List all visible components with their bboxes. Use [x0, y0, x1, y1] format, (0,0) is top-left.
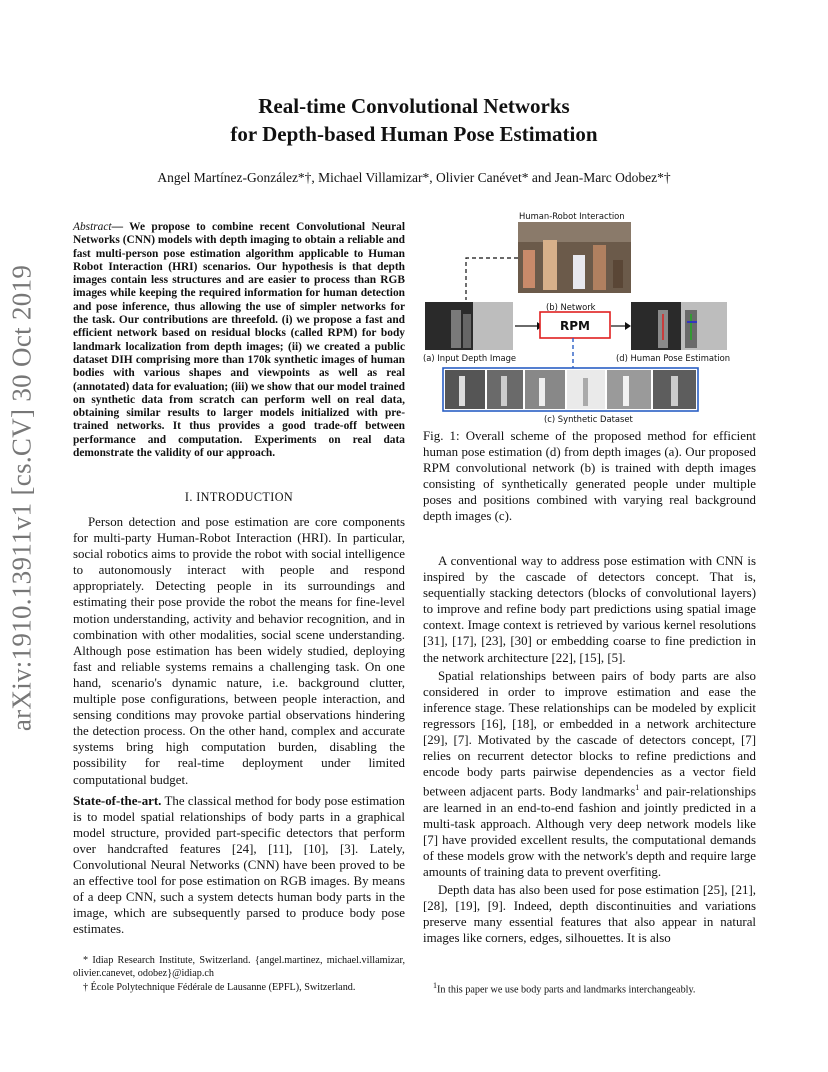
section-heading: I. INTRODUCTION — [184, 490, 294, 504]
sota-paragraph — [73, 793, 405, 938]
paper-title — [0, 92, 828, 148]
figure-label-synthetic: (c) Synthetic Dataset — [544, 414, 633, 424]
footnote-dagger: † École Polytechnique Fédérale de Lausanne (EPFL), Switzerland. — [83, 982, 356, 993]
figure-label-output: (d) Human Pose Estimation — [616, 353, 731, 363]
dashed-connector-hri — [466, 258, 518, 300]
synthetic-dataset-strip — [443, 368, 698, 411]
figure-label-input: (a) Input Depth Image — [423, 353, 517, 363]
sota-text: The classical method for body pose estimation is to model spatial relationships of body parts in a graphical model structure, provided part-specific detectors that perform over handcrafted features [24], [11], [10], [3]. Lately, Convolutional Neural Networks (CNN) have been proved to be an effective tool for pose estimation on RGB images. By means of a deep CNN, such a system detects human body parts in the image, which are subsequently parsed to produce body pose estimates. — [73, 793, 405, 937]
footnote-star: * Idiap Research Institute, Switzerland. {angel.martinez, michael.villamizar, olivier.canevet, odobez}@idiap.ch — [73, 955, 405, 979]
author-list: Angel Martínez-González*†, Michael Villamizar*, Olivier Canévet* and Jean-Marc Odobez*† — [157, 170, 671, 185]
abstract-label: Abstract — [73, 221, 112, 233]
footnote-1-text: In this paper we use body parts and landmarks interchangeably. — [437, 984, 696, 996]
right-column-body — [423, 553, 756, 947]
abstract — [73, 221, 405, 460]
right-paragraph-1: A conventional way to address pose estimation with CNN is inspired by the cascade of detectors concept. That is, sequentially stacking detectors (blocks of convolutional layers) to improve and refine body part predictions using spatial image context. Image context is retrieved by various kernel resolutions [31], [17], [23], [30] or embedding coarse to fine prediction in the network architecture [22], [15], [5]. — [423, 554, 756, 665]
arrow-head-to-output — [625, 322, 631, 330]
arxiv-stamp — [2, 264, 42, 732]
footnotes-left — [73, 955, 405, 995]
title-line-1: Real-time Convolutional Networks — [258, 94, 570, 118]
rpm-label: RPM — [560, 319, 590, 333]
abstract-text: — We propose to combine recent Convolutional Neural Networks (CNN) models with depth imaging to obtain a reliable and fast multi-person pose estimation algorithm applicable to Human Robot Interaction (HRI) scenarios. Our hypothesis is that depth images contain less structures and are easier to process than RGB images while keeping the required information for human detection and pose inference, thus allowing the use of simpler networks for the task. Our contributions are threefold. (i) we propose a fast and efficient network based on residual blocks (called RPM) for body landmark localization from depth images; (ii) we created a public dataset DIH comprising more than 170k synthetic images of human bodies with various shapes and viewpoints as well as real (annotated) data for evaluation; (iii) we show that our model trained on synthetic data from scratch can perform well on real data, obtaining similar results to larger models initialized with pre-trained networks. It thus provides a good trade-off between performance and computation. Experiments on real data demonstrate the validity of our approach. — [73, 221, 405, 460]
figure-1 — [423, 210, 756, 425]
figure-label-hri: Human-Robot Interaction — [519, 211, 625, 221]
arxiv-stamp-text: arXiv:1910.13911v1 [cs.CV] 30 Oct 2019 — [6, 264, 37, 732]
sota-label: State-of-the-art. — [73, 793, 162, 808]
figure-caption: Fig. 1: Overall scheme of the proposed method for efficient human pose estimation (d) from depth images (a). Our proposed RPM convolutional network (b) is trained with depth images consisting of synthetically generated people under multiple poses and positions combined with varying real background depth images (c). — [423, 429, 756, 524]
footnote-1-mark: 1 — [433, 981, 437, 990]
footnote-ref-1: 1 — [635, 783, 640, 793]
right-paragraph-3: Depth data has also been used for pose estimation [25], [21], [28], [19], [9]. Indeed, depth discontinuities and variations preserve many essential features that also appear in natural images like corners, edges, silhouettes. It is also — [423, 883, 756, 946]
title-line-2: for Depth-based Human Pose Estimation — [230, 122, 598, 146]
output-pose-image — [631, 302, 727, 350]
footnote-1 — [423, 980, 756, 997]
right-paragraph-2: Spatial relationships between pairs of body parts are also considered in order to improve estimation and ease the inference stage. These relationships can be modeled by explicit regressors [16], [18], or embedded in a network architecture [29], [7]. Motivated by the cascade of detectors concept, [7] relies on recurrent detector blocks to refine predictions and encode body parts pairwise dependencies as a vector field between adjacent parts. Body landmarks$^1$ and pair-relationships are learned in an end-to-end fashion and jointly predicted in a multi-task approach. Although very deep network models like [7] have provided excellent results, the computational demands of these models grow with the network's depth and require large amounts of training data to prevent overfiting. — [423, 668, 756, 880]
figure-diagram — [423, 210, 756, 415]
left-column-body — [73, 514, 405, 937]
hri-photo — [518, 222, 631, 293]
figure-label-network: (b) Network — [546, 302, 596, 312]
input-depth-image — [425, 302, 513, 350]
intro-paragraph-1: Person detection and pose estimation are core components for multi-party Human-Robot Interaction (HRI). In particular, social robotics aims to provide the robot with social intelligence to autonomously interact with people and respond appropriately. Detecting people in its surroundings and estimating their pose provide the robot the means for fine-level motion understanding, activity and behavior recognition, and in combination with other modalities, social scene understanding. Although pose estimation has been widely studied, deploying fast and reliable systems remains a challenging task. On one hand, scenario's dynamic nature, i.e. background clutter, multiple pose configurations, between people interaction, and sensing conditions may provoke partial observations hindering the detection process. On the other hand, complex and accurate systems bring high computation burden, disabling the possibility for real-time deployment under limited computational budget. — [73, 515, 405, 787]
